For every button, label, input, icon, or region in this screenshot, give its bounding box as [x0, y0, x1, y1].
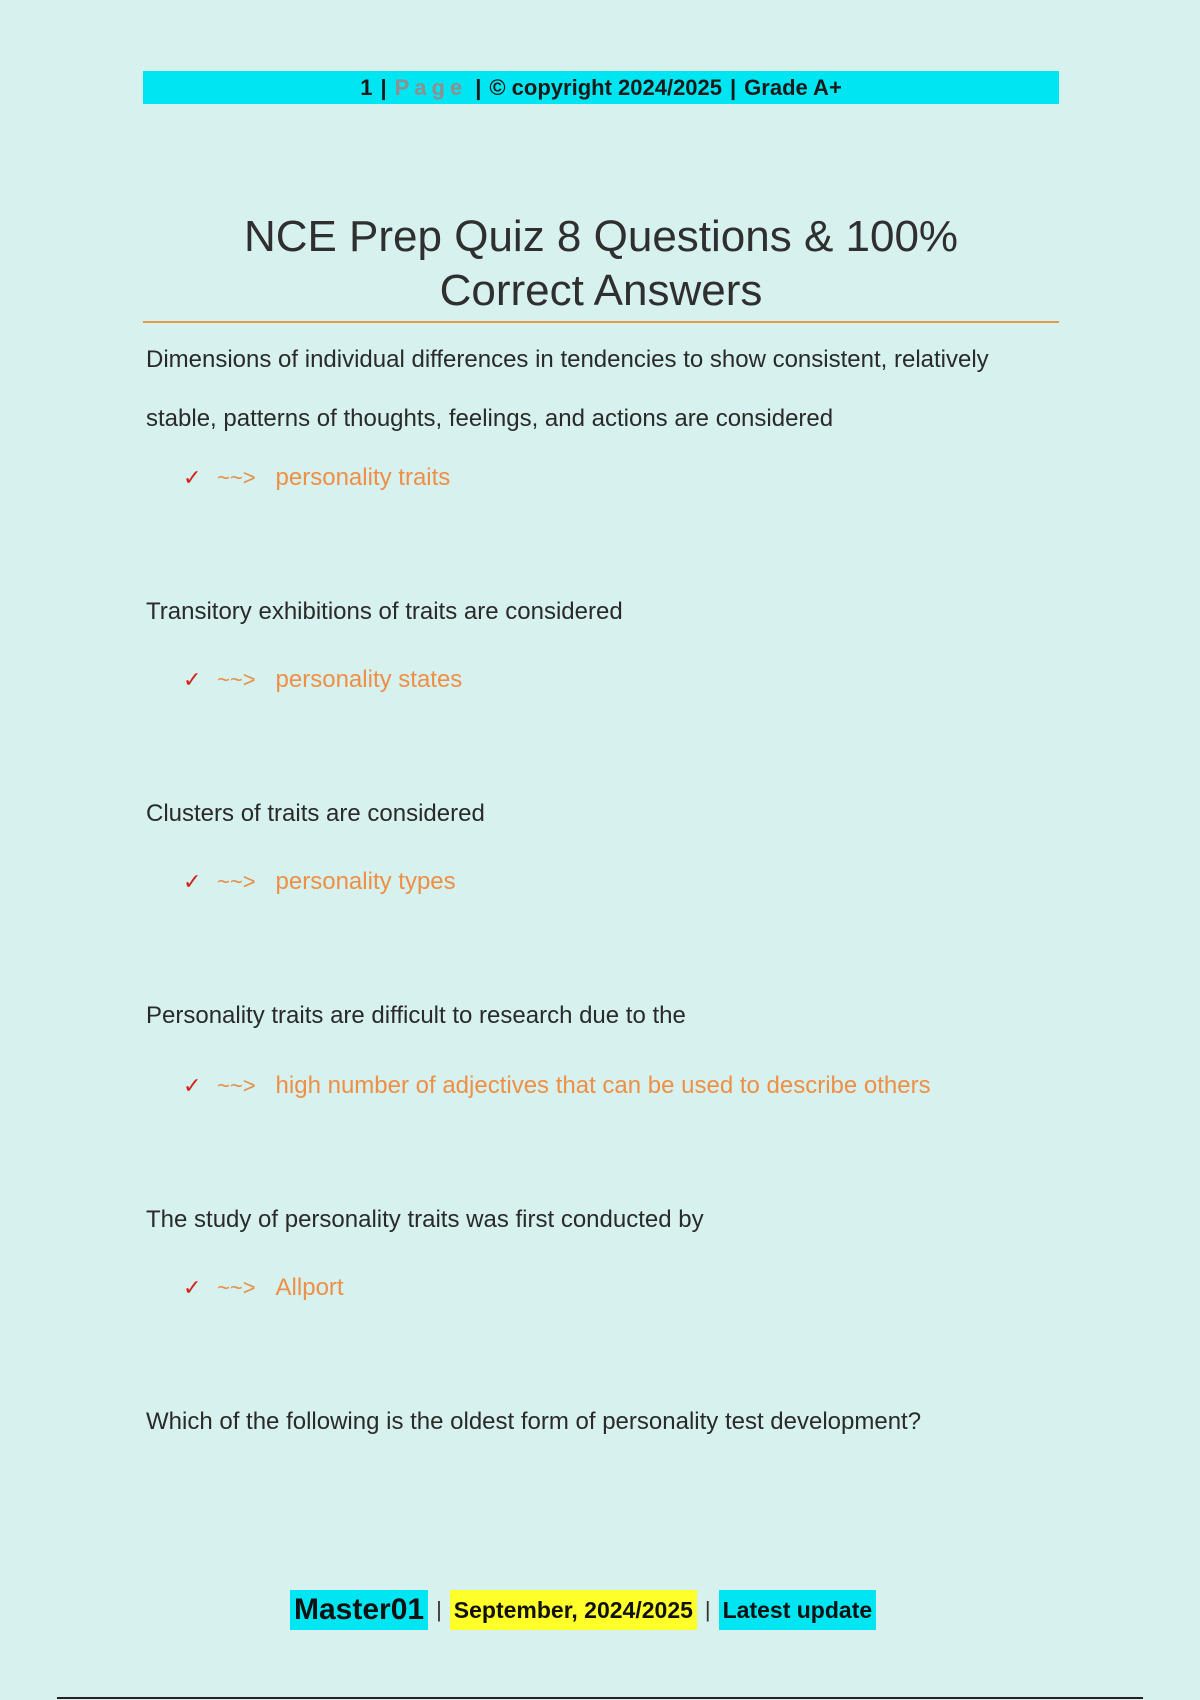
answer-arrow: ~~> [217, 667, 256, 692]
answer-text: personality types [275, 868, 456, 895]
copyright-text: © copyright 2024/2025 [489, 74, 723, 100]
page-number: 1 [360, 74, 373, 100]
answer-text: Allport [275, 1274, 344, 1301]
answer-text: personality traits [275, 464, 451, 491]
footer-update: Latest update [719, 1590, 877, 1630]
header-separator: | [475, 74, 482, 100]
header-separator: | [380, 74, 387, 100]
title-line-2: Correct Answers [439, 266, 763, 315]
check-icon: ✓ [183, 667, 202, 692]
question-1: Dimensions of individual differences in tendencies to show consistent, relatively stable, patterns of thoughts, feelings, and actions are considered [146, 346, 989, 432]
check-icon: ✓ [183, 1073, 202, 1098]
footer-brand: Master01 [290, 1590, 428, 1630]
answer-1 [183, 464, 450, 492]
answer-text: personality states [275, 666, 463, 693]
question-2: Transitory exhibitions of traits are considered [146, 598, 623, 625]
grade-text: Grade A+ [744, 74, 842, 100]
check-icon: ✓ [183, 465, 202, 490]
document-title [143, 210, 1059, 318]
title-line-1: NCE Prep Quiz 8 Questions & 100% [243, 212, 959, 261]
question-3: Clusters of traits are considered [146, 800, 485, 827]
page-word: Page [394, 74, 468, 100]
footer-separator: | [436, 1597, 442, 1622]
answer-text: high number of adjectives that can be used to describe others [275, 1072, 931, 1099]
answer-arrow: ~~> [217, 465, 256, 490]
footer-separator: | [704, 1597, 711, 1622]
footer-date: September, 2024/2025 [450, 1590, 697, 1630]
page-footer [290, 1590, 876, 1630]
answer-3 [183, 868, 456, 896]
answer-arrow: ~~> [217, 869, 256, 894]
header-separator: | [730, 74, 737, 100]
answer-5 [183, 1274, 344, 1302]
answer-arrow: ~~> [217, 1073, 256, 1098]
question-6: Which of the following is the oldest form of personality test development? [146, 1408, 922, 1435]
answer-4 [183, 1072, 931, 1100]
check-icon: ✓ [183, 1275, 202, 1300]
bottom-divider [57, 1697, 1143, 1699]
check-icon: ✓ [183, 869, 202, 894]
question-4: Personality traits are difficult to research due to the [146, 1002, 686, 1029]
answer-arrow: ~~> [217, 1275, 256, 1300]
page-header [143, 71, 1059, 104]
question-5: The study of personality traits was first conducted by [146, 1206, 704, 1233]
title-divider [143, 321, 1059, 323]
answer-2 [183, 666, 462, 694]
